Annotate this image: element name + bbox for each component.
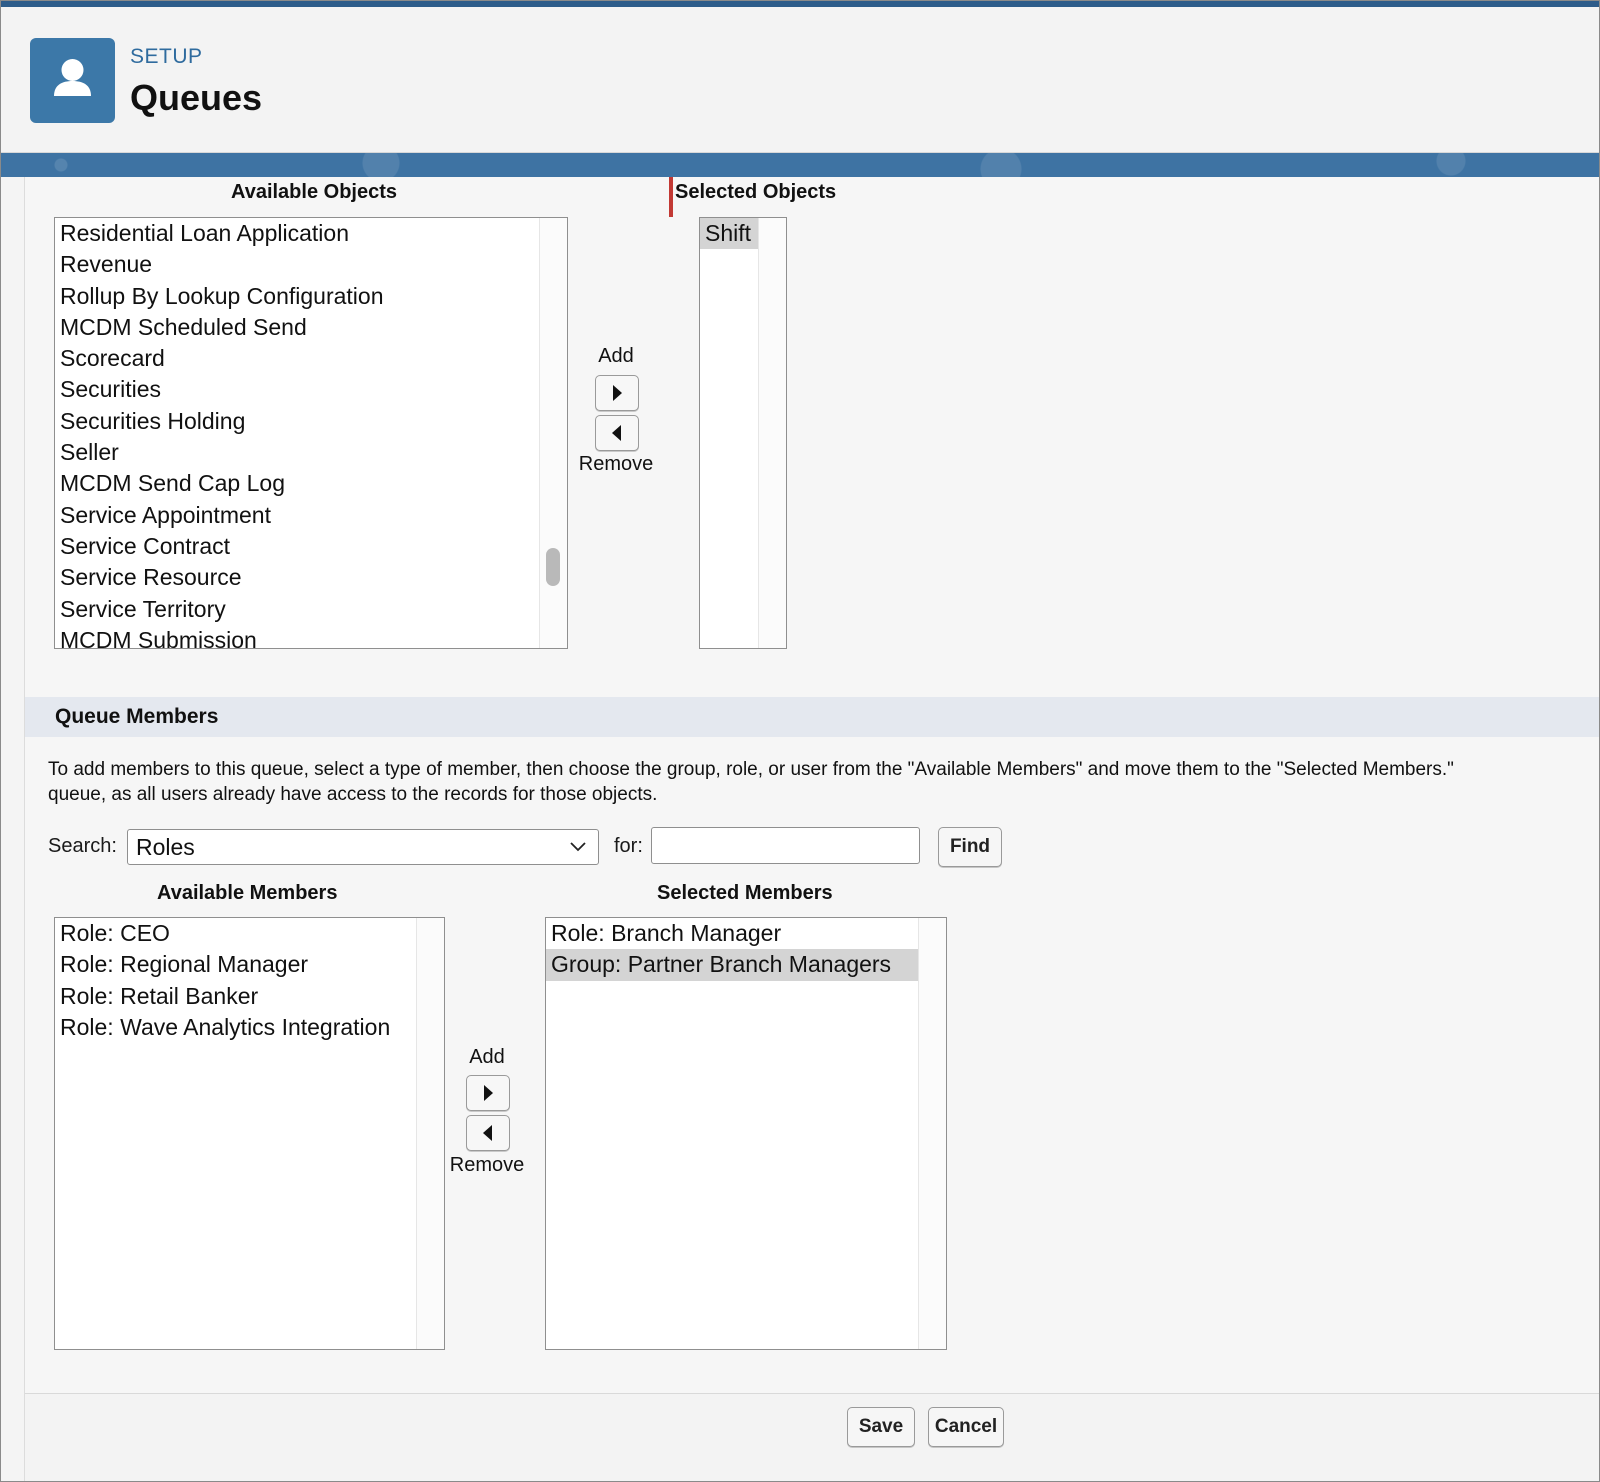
list-option[interactable]: Securities <box>60 376 161 403</box>
list-option[interactable]: Seller <box>60 439 119 466</box>
instructions-line: queue, as all users already have access to the records for those objects. <box>48 784 658 805</box>
search-label: Search: <box>48 835 117 857</box>
available-objects-list[interactable] <box>54 217 568 649</box>
arrow-right-icon <box>609 384 625 402</box>
list-option[interactable]: Role: Regional Manager <box>60 951 309 978</box>
list-option[interactable]: Role: Retail Banker <box>60 982 259 1009</box>
list-option[interactable]: Group: Partner Branch Managers <box>546 949 918 980</box>
list-option[interactable]: Service Appointment <box>60 501 271 528</box>
list-option[interactable]: MCDM Scheduled Send <box>60 313 307 340</box>
scrollbar[interactable] <box>918 918 946 1349</box>
search-input[interactable] <box>651 827 920 864</box>
available-objects-title: Available Objects <box>231 181 397 203</box>
breadcrumb-setup[interactable]: SETUP <box>130 45 203 68</box>
scrollbar[interactable] <box>539 218 567 648</box>
chevron-down-icon <box>570 842 586 852</box>
remove-members-label: Remove <box>449 1154 525 1176</box>
instructions-line: To add members to this queue, select a type of member, then choose the group, role, or user from the "Available Members" and move them to the "Selected Members." <box>48 759 1454 780</box>
list-option[interactable]: Rollup By Lookup Configuration <box>60 282 384 309</box>
page-header <box>1 7 1600 153</box>
member-type-value: Roles <box>136 834 195 860</box>
list-option[interactable]: Service Contract <box>60 532 231 559</box>
find-button[interactable]: Find <box>938 827 1002 867</box>
queue-members-section-header <box>25 697 1600 737</box>
queue-edit-form <box>24 177 1600 1482</box>
instructions-text <box>48 757 1600 807</box>
list-option[interactable]: Role: Branch Manager <box>551 920 782 946</box>
list-option[interactable]: Revenue <box>60 251 153 278</box>
arrow-left-icon <box>480 1124 496 1142</box>
add-member-button[interactable] <box>466 1075 510 1111</box>
add-object-button[interactable] <box>595 375 639 411</box>
available-members-list[interactable] <box>54 917 445 1350</box>
required-indicator <box>669 177 673 217</box>
list-option[interactable]: MCDM Send Cap Log <box>60 470 285 497</box>
section-title: Queue Members <box>55 705 219 728</box>
scrollbar-thumb[interactable] <box>546 548 560 586</box>
list-option[interactable]: MCDM Submission <box>60 626 257 649</box>
add-objects-label: Add <box>598 345 634 367</box>
list-option[interactable]: Role: Wave Analytics Integration <box>60 1013 391 1040</box>
remove-objects-label: Remove <box>578 453 654 475</box>
arrow-left-icon <box>609 424 625 442</box>
available-members-title: Available Members <box>157 882 338 904</box>
list-option[interactable]: Scorecard <box>60 345 165 372</box>
scrollbar[interactable] <box>416 918 444 1349</box>
list-option[interactable]: Service Resource <box>60 564 242 591</box>
for-label: for: <box>614 835 643 857</box>
selected-objects-title: Selected Objects <box>675 181 837 203</box>
list-option[interactable]: Securities Holding <box>60 407 246 434</box>
list-option[interactable]: Service Territory <box>60 595 226 622</box>
selected-members-list[interactable] <box>545 917 947 1350</box>
list-option[interactable]: Shift <box>700 218 758 249</box>
add-members-label: Add <box>469 1046 505 1068</box>
selected-objects-list[interactable] <box>699 217 787 649</box>
form-footer <box>25 1393 1600 1482</box>
arrow-right-icon <box>480 1084 496 1102</box>
user-icon <box>30 38 115 123</box>
list-option[interactable]: Role: CEO <box>60 920 170 946</box>
cancel-button[interactable]: Cancel <box>928 1407 1004 1447</box>
decorative-banner <box>1 153 1600 177</box>
page-title: Queues <box>130 77 263 118</box>
list-option[interactable]: Residential Loan Application <box>60 220 349 246</box>
remove-member-button[interactable] <box>466 1115 510 1151</box>
member-type-select[interactable] <box>127 829 599 865</box>
remove-object-button[interactable] <box>595 415 639 451</box>
scrollbar[interactable] <box>758 218 786 648</box>
save-button[interactable]: Save <box>847 1407 915 1447</box>
selected-members-title: Selected Members <box>657 882 833 904</box>
